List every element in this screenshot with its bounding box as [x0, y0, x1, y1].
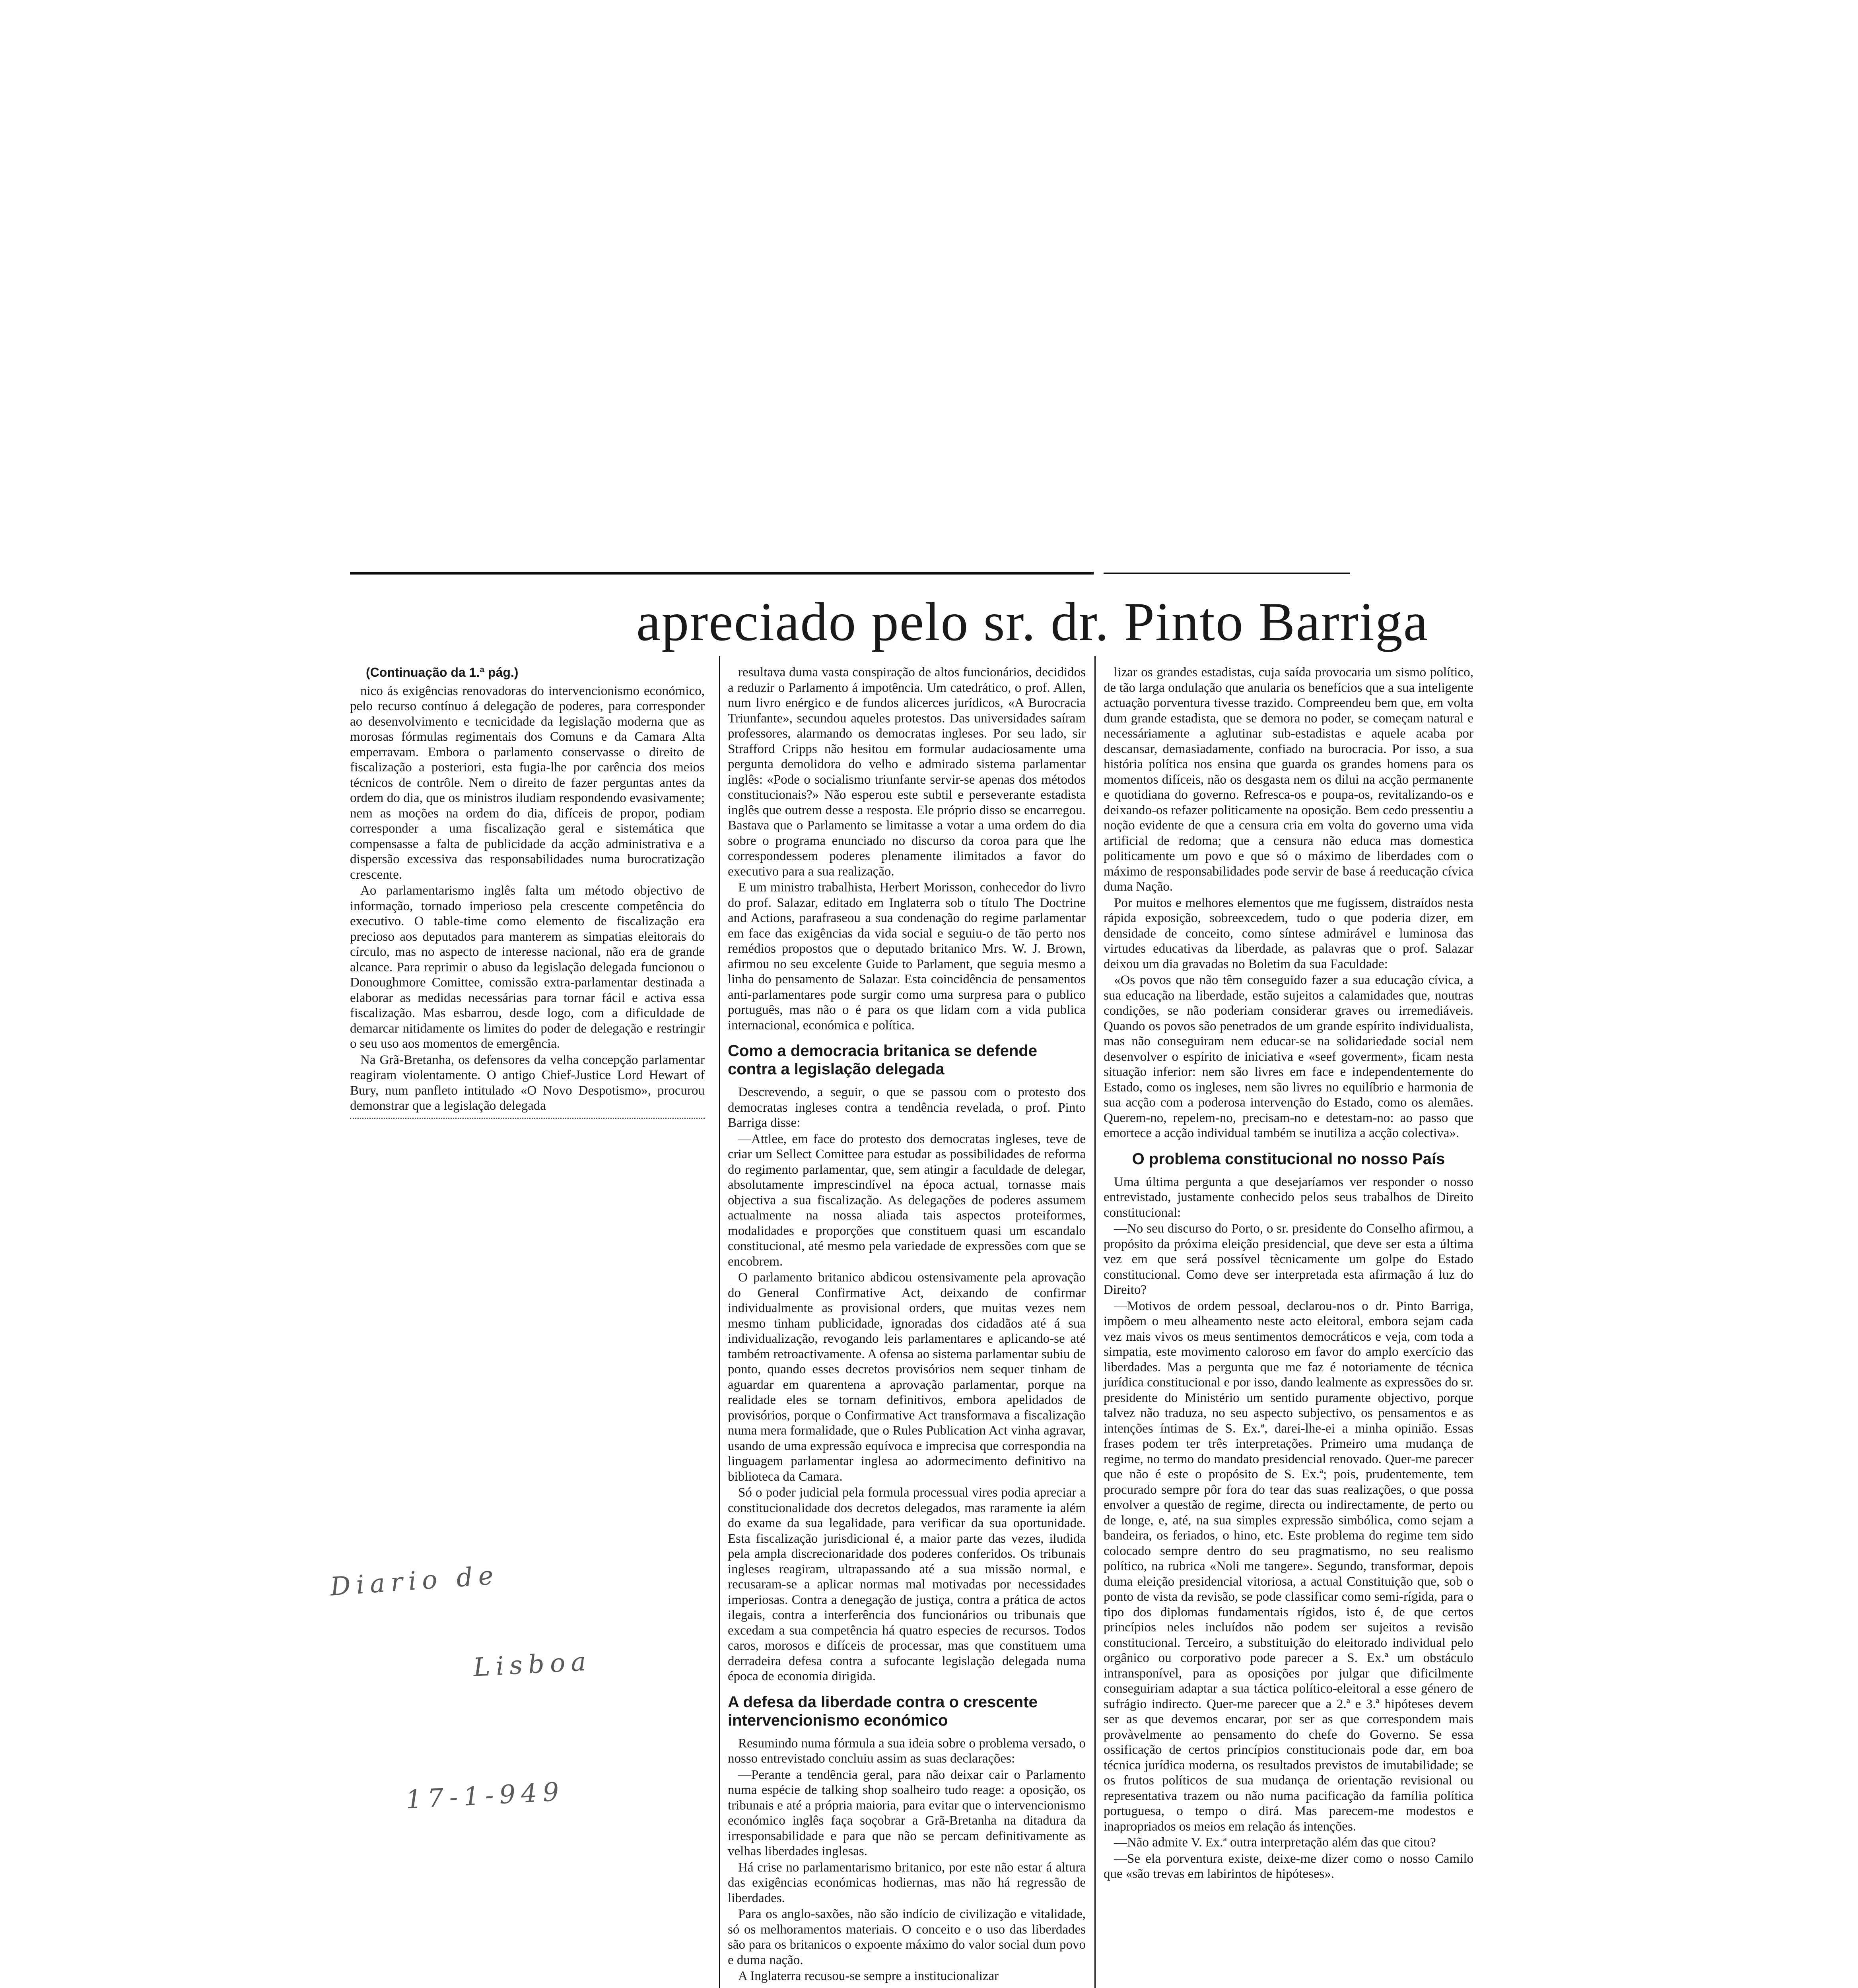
paragraph: Ao parlamentarismo inglês falta um método objectivo de informação, tornado imperioso pela crescente competência do executivo. O table-time como elemento de fiscalização era precioso aos deputados para manterem as simpatias eleitorais do círculo, mas no aspecto de interesse nacional, não era de grande alcance. Para reprimir o abuso da legislação delegada funcionou o Donoughmore Comittee, comissão extra-parlamentar destinada a elaborar as medidas necessárias para tornar fácil e activa essa fiscalização. Mas esbarrou, desde logo, com a dificuldade de demarcar nitidamente os limites do poder de delegação e restringir o seu uso aos momentos de emergência. — [350, 883, 705, 1051]
article-column-1 — [350, 665, 705, 1123]
paragraph: Por muitos e melhores elementos que me fugissem, distraídos nesta rápida exposição, sobreexcedem, tudo o que poderia dizer, em densidade de conceito, como síntese admirável e luminosa das virtudes educativas da liberdade, as palavras que o prof. Salazar deixou um dia gravadas no Boletim da sua Faculdade: — [1104, 895, 1473, 971]
article-column-3 — [1104, 665, 1473, 1883]
paragraph: lizar os grandes estadistas, cuja saída provocaria um sismo político, de tão larga ondulação que anularia os benefícios que a sua inteligente actuação porventura tivesse trazido. Compreendeu bem que, em volta dum grande estadista, que se demora no poder, se começam natural e necessáriamente a aglutinar sub-estadistas e aquele acaba por descansar, demasiadamente, confiado na burocracia. Por isso, a sua história política nos ensina que guarda os grandes homens para os momentos difíceis, não os desgasta nem os dilui na acção permanente e quotidiana do governo. Refresca-os e poupa-os, revitalizando-os e deixando-os refazer politicamente na oposição. Bem cedo pressentiu a noção evidente de que a censura cria em volta do governo uma vida artificial de redoma; que a censura não educa mas domestica politicamente um povo e que só o máximo de liberdades com o máximo de responsabilidades pode servir de base á reeducação cívica duma Nação. — [1104, 665, 1473, 894]
paragraph: E um ministro trabalhista, Herbert Morisson, conhecedor do livro do prof. Salazar, editado em Inglaterra sob o título The Doctrine and Actions, parafraseou a sua condenação do regime parlamentar em face das exigências da vida social e seguiu-o de tão perto nos remédios propostos que o deputado britanico Mrs. W. J. Brown, afirmou no seu excelente Guide to Parlament, que seguia mesmo a linha do pensamento de Salazar. Esta coincidência de pensamentos anti-parlamentares pode surgir como uma surpresa para o publico português, mas não o é para os que lidam com a vida publica internacional, económica e política. — [728, 880, 1086, 1033]
handwritten-source-note: Diario de — [329, 1561, 500, 1602]
subheading: O problema constitucional no nosso País — [1132, 1150, 1445, 1168]
column-rule — [719, 656, 720, 1988]
subheading: Como a democracia britanica se defende contra a legislação delegada — [728, 1042, 1038, 1078]
header-rule — [350, 572, 1094, 575]
headline: apreciado pelo sr. dr. Pinto Barriga — [636, 591, 1429, 652]
paragraph: Resumindo numa fórmula a sua ideia sobre o problema versado, o nosso entrevistado concluiu assim as suas declarações: — [728, 1736, 1086, 1766]
column-rule — [1094, 656, 1096, 1988]
paragraph: O parlamento britanico abdicou ostensivamente pela aprovação do General Confirmative Act, deixando de confirmar individualmente as provisional orders, que muitas vezes nem mesmo tinham publicidade, ignoradas dos cidadãos até á sua individualização, revogando leis parlamentares e aplicando-se até também retroactivamente. A ofensa ao sistema parlamentar subiu de ponto, quando esses decretos provisórios nem sequer tinham de aguardar em quarentena a aprovação parlamentar, porque na realidade eles se tornam definitivos, embora apelidados de provisórios, porque o Confirmative Act transformava a fiscalização numa mera formalidade, que o Rules Publication Act vinha agravar, usando de uma expressão equívoca e imprecisa que correspondia na linguagem parlamentar inglesa ao adormecimento definitivo na biblioteca da Camara. — [728, 1270, 1086, 1484]
subheading: A defesa da liberdade contra o crescente intervencionismo económico — [728, 1693, 1038, 1729]
paragraph: Há crise no parlamentarismo britanico, por este não estar á altura das exigências económicas hodiernas, mas não há regressão de liberdades. — [728, 1860, 1086, 1905]
paragraph: Para os anglo-saxões, não são indício de civilização e vitalidade, só os melhoramentos materiais. O conceito e o uso das liberdades são para os britanicos o expoente máximo do valor social dum povo e duma nação. — [728, 1907, 1086, 1967]
paragraph: —Attlee, em face do protesto dos democratas ingleses, teve de criar um Sellect Comittee para estudar as possibilidades de reforma do regimento parlamentar, que, sem atingir a faculdade de delegar, absolutamente imprescindível na época actual, tornasse mais objectiva a sua fiscalização. As delegações de poderes assumem actualmente na nossa aliada tais aspectos proteiformes, modalidades e proporções que constituem quasi um escandalo constitucional, até mesmo pela variedade de expressões com que se encobrem. — [728, 1132, 1086, 1269]
header-rule-right — [1104, 573, 1350, 574]
paragraph: nico ás exigências renovadoras do intervencionismo económico, pelo recurso contínuo á delegação de poderes, para corresponder ao desenvolvimento e tecnicidade da legislação moderna que as morosas fórmulas regimentais dos Comuns e da Camara Alta emperravam. Embora o parlamento conservasse o direito de fiscalização a posteriori, esta fugia-lhe por carência dos meios técnicos de contrôle. Nem o direito de fazer perguntas antes da ordem do dia, que os ministros iludiam respondendo evasivamente; nem as moções na ordem do dia, difíceis de propor, podiam corresponder a uma fiscalização geral e sistemática que compensasse a falta de publicidade da acção administrativa e a dispersão excessiva das responsabilidades numa burocratização crescente. — [350, 683, 705, 882]
paragraph: Uma última pergunta a que desejaríamos ver responder o nosso entrevistado, justamente conhecido pelos seus trabalhos de Direito constitucional: — [1104, 1175, 1473, 1220]
paragraph: —Motivos de ordem pessoal, declarou-nos o dr. Pinto Barriga, impõem o meu alheamento neste acto eleitoral, embora sejam cada vez mais vivos os meus sentimentos democráticos e veja, com toda a simpatia, este movimento caloroso em favor do amplo exercício das liberdades. Mas a pergunta que me faz é notoriamente de técnica jurídica constitucional e por isso, dando lealmente as expressões do sr. presidente do Ministério um sentido puramente objectivo, porque talvez não traduza, no seu aspecto subjectivo, os pensamentos e as intenções íntimas de S. Ex.ª, darei-lhe-ei a minha opinião. Essas frases podem ter três interpretações. Primeiro uma mudança de regime, no termo do mandato presidencial renovado. Quer-me parecer que não é este o propósito de S. Ex.ª; pois, prudentemente, tem procurado sempre pôr fora do tear das suas realizações, o que possa envolver a questão de regime, directa ou indirectamente, de perto ou de longe, e, até, na sua simples expressão simbólica, como sejam a bandeira, os feriados, o hino, etc. Este problema do regime tem sido colocado sempre dentro do seu pragmatismo, no seu realismo político, na rubrica «Noli me tangere». Segundo, transformar, depois duma eleição presidencial vitoriosa, a actual Constituição que, sob o ponto de vista da revisão, se pode classificar como semi-rígida, para o tipo dos diplomas fundamentais rígidos, isto é, de que certos princípios neles incluídos não podem ser sujeitos a revisão constitucional. Terceiro, a substituição do eleitorado individual pelo orgânico ou corporativo pode parecer a S. Ex.ª um obstáculo intransponível, para as oposições por julgar que dificilmente conseguiriam adaptar a sua táctica político-eleitoral a esse género de sufrágio indirecto. Quer-me parecer que a 2.ª e 3.ª hipóteses devem ser as que devemos encarar, por ser as que correspondem mais provàvelmente ao pensamento do chefe do Governo. Se essa ossificação de certos princípios constitucionais pode dar, em boa técnica jurídica moderna, os resultados previstos de imutabilidade; se os frutos políticos de sua mudança de orientação revisional ou representativa trazem ou não numa pacificação da família política portuguesa, o tempo o dirá. Mas parecem-me modestos e inapropriados os meios em relação ás intenções. — [1104, 1299, 1473, 1834]
column-end-divider — [350, 1118, 705, 1119]
paragraph: Na Grã-Bretanha, os defensores da velha concepção parlamentar reagiram violentamente. O antigo Chief-Justice Lord Hewart of Bury, num panfleto intitulado «O Novo Despotismo», procurou demonstrar que a legislação delegada — [350, 1052, 705, 1113]
paragraph: A Inglaterra recusou-se sempre a institucionalizar — [738, 1969, 999, 1983]
paragraph: Só o poder judicial pela formula processual vires podia apreciar a constitucionalidade dos decretos delegados, mas raramente ia além do exame da sua legalidade, para verificar da sua oportunidade. Esta fiscalização jurisdicional é, a maior parte das vezes, iludida pela ampla discrecionaridade dos poderes conferidos. Os tribunais ingleses reagiram, ultrapassando até a sua missão normal, e recusaram-se a aplicar normas mal motivadas por necessidades imperiosas. Contra a denegação de justiça, contra a prática de actos ilegais, contra a interferência dos funcionários ou tribunais que excedam a sua competência há quatro especies de recursos. Todos caros, morosos e difíceis de processar, mas que constituem uma derradeira defesa contra a sufocante legislação delegada numa época de economia dirigida. — [728, 1485, 1086, 1683]
handwritten-date-note: 17-1-949 — [405, 1777, 566, 1815]
paragraph: «Os povos que não têm conseguido fazer a sua educação cívica, a sua educação na liberdade, estão sujeitos a calamidades que, noutras condições, se não poderiam considerar graves ou irremediáveis. Quando os povos são penetrados de um grande espírito individualista, mas não conseguiram nem educar-se na solidariedade social nem desenvolver o espírito de iniciativa e «seef goverment», ficam nesta situação inferior: nem são livres em face e independentemente do Estado, como os ingleses, nem são livres no equilíbrio e harmonia de sua acção com a poderosa intervenção do Estado, como os alemães. Querem-no, repelem-no, precisam-no e detestam-no: ao passo que emortece a acção individual também se inutiliza a acção colectiva». — [1104, 973, 1473, 1140]
paragraph: resultava duma vasta conspiração de altos funcionários, decididos a reduzir o Parlamento á impotência. Um catedrático, o prof. Allen, num livro enérgico e de fundos alicerces jurídicos, «A Burocracia Triunfante», secundou aqueles protestos. Das universidades saíram professores, alarmando os democratas ingleses. Por seu lado, sir Strafford Cripps não hesitou em formular audaciosamente uma pergunta demolidora do velho e admirado sistema parlamentar inglês: «Pode o socialismo triunfante servir-se apenas dos métodos constitucionais?» Não esperou este subtil e perseverante estadista inglês que outrem desse a resposta. Ele próprio disso se encarregou. Bastava que o Parlamento se limitasse a votar a uma ordem do dia sobre o programa enunciado no discurso da coroa para que lhe correspondessem poderes plenamente ilimitados a favor do executivo para a sua realização. — [728, 665, 1086, 879]
paragraph: —Não admite V. Ex.ª outra interpretação além das que citou? — [1114, 1835, 1436, 1850]
paragraph: —Perante a tendência geral, para não deixar cair o Parlamento numa espécie de talking shop soalheiro tudo reage: a oposição, os tribunais e até a própria maioria, para evitar que o intervencionismo económico inglês faça soçobrar a Grã-Bretanha na ditadura da irresponsabilidade e para que não se percam definitivamente as velhas liberdades inglesas. — [728, 1767, 1086, 1858]
paragraph: Descrevendo, a seguir, o que se passou com o protesto dos democratas ingleses contra a tendência revelada, o prof. Pinto Barriga disse: — [728, 1085, 1086, 1130]
continuation-label: (Continuação da 1.ª pág.) — [366, 665, 519, 679]
handwritten-source-note: Lisboa — [472, 1647, 593, 1683]
paragraph: —Se ela porventura existe, deixe-me dizer como o nosso Camilo que «são trevas em labirintos de hipóteses». — [1104, 1851, 1473, 1881]
article-column-2 — [728, 665, 1086, 1985]
paragraph: —No seu discurso do Porto, o sr. presidente do Conselho afirmou, a propósito da próxima eleição presidencial, que deve ser esta a última vez em que será possível tècnicamente um golpe do Estado constitucional. Como deve ser interpretada esta afirmação á luz do Direito? — [1104, 1221, 1473, 1297]
